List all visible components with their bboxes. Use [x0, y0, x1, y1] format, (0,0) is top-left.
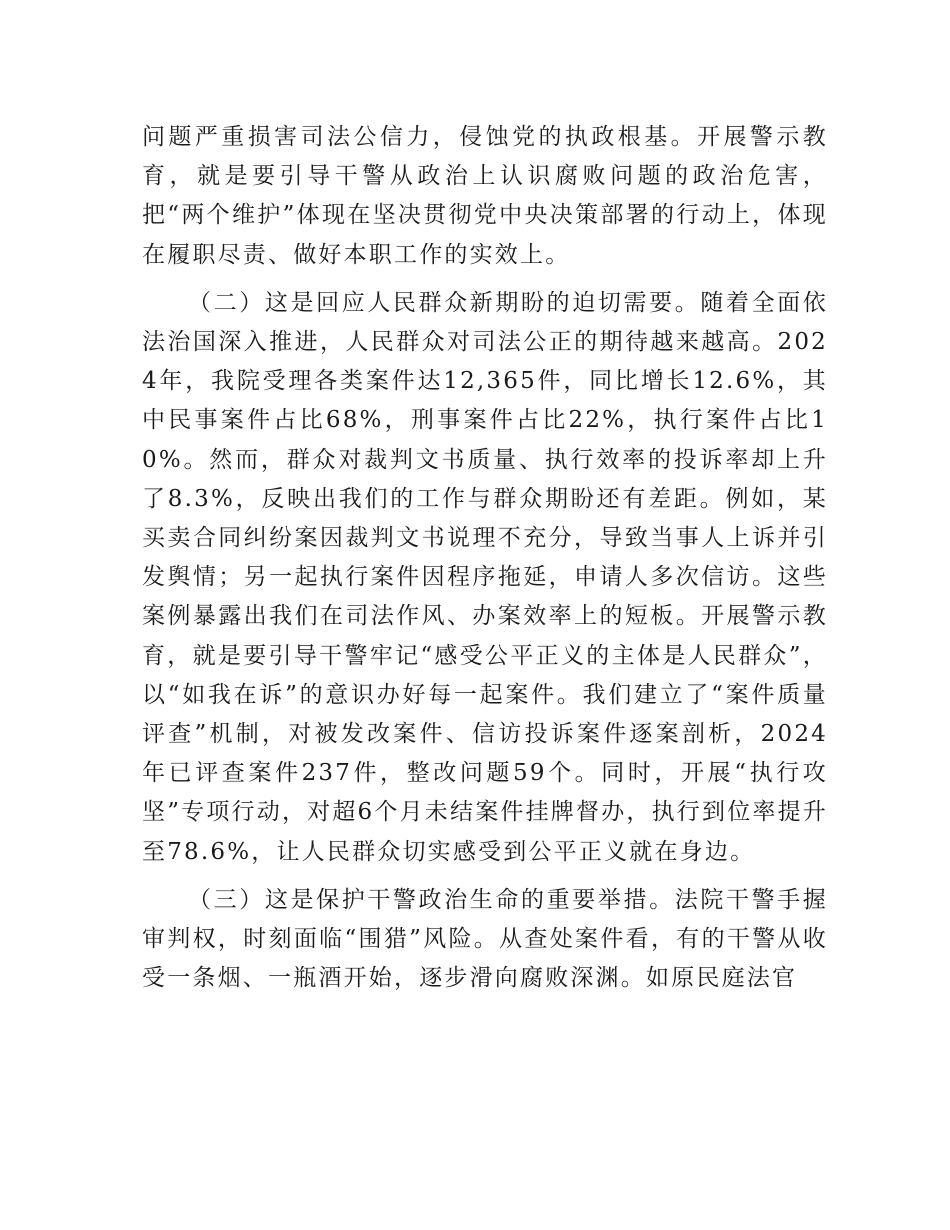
- paragraph-section-three: （三）这是保护干警政治生命的重要举措。法院干警手握审判权，时刻面临“围猎”风险。从查处案件看，有的干警从收受一条烟、一瓶酒开始，逐步滑向腐败深渊。如原民庭法官: [142, 886, 828, 992]
- paragraph-continuation: 问题严重损害司法公信力，侵蚀党的执政根基。开展警示教育，就是要引导干警从政治上认识腐败问题的政治危害，把“两个维护”体现在坚决贯彻党中央决策部署的行动上，体现在履职尽责、做好本职工作的实效上。: [142, 124, 828, 268]
- paragraph-section-two: （二）这是回应人民群众新期盼的迫切需要。随着全面依法治国深入推进，人民群众对司法公正的期待越来越高。2024年，我院受理各类案件达12,365件，同比增长12.6%，其中民事案件占比68%，刑事案件占比22%，执行案件占比10%。然而，群众对裁判文书质量、执行效率的投诉率却上升了8.3%，反映出我们的工作与群众期盼还有差距。例如，某买卖合同纠纷案因裁判文书说理不充分，导致当事人上诉并引发舆情；另一起执行案件因程序拖延，申请人多次信访。这些案例暴露出我们在司法作风、办案效率上的短板。开展警示教育，就是要引导干警牢记“感受公平正义的主体是人民群众”，以“如我在诉”的意识办好每一起案件。我们建立了“案件质量评查”机制，对被发改案件、信访投诉案件逐案剖析，2024年已评查案件237件，整改问题59个。同时，开展“执行攻坚”专项行动，对超6个月未结案件挂牌督办，执行到位率提升至78.6%，让人民群众切实感受到公平正义就在身边。: [142, 289, 828, 865]
- document-body: [142, 118, 828, 998]
